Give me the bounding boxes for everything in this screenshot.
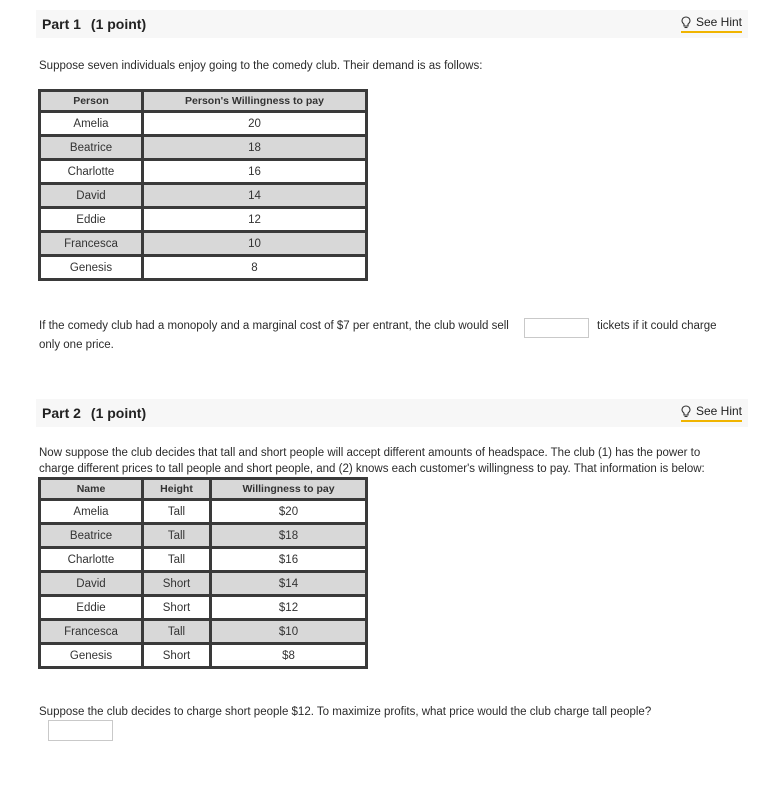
table-header: Person's Willingness to pay xyxy=(144,92,365,110)
table-cell: Eddie xyxy=(41,597,141,618)
table-header: Willingness to pay xyxy=(212,480,365,498)
part1-answer-input[interactable] xyxy=(524,318,589,338)
lightbulb-icon xyxy=(681,405,691,418)
table-cell: $10 xyxy=(212,621,365,642)
part2-question: Suppose the club decides to charge short people $12. To maximize profits, what price would the club charge tall people? xyxy=(39,706,652,718)
table-row xyxy=(41,621,365,642)
table-cell: 10 xyxy=(144,233,365,254)
table-cell: Tall xyxy=(144,549,209,570)
table-cell: Genesis xyxy=(41,257,141,278)
table-cell: 20 xyxy=(144,113,365,134)
part2-hint-label: See Hint xyxy=(695,404,742,418)
part2-title xyxy=(42,405,146,421)
part1-label: Part 1 xyxy=(42,16,81,32)
table-header: Name xyxy=(41,480,141,498)
table-cell: Eddie xyxy=(41,209,141,230)
table-cell: Francesca xyxy=(41,621,141,642)
part2-intro-line1: Now suppose the club decides that tall and short people will accept different amounts of headspace. The club (1) has the power to xyxy=(39,447,701,459)
table-cell: $14 xyxy=(212,573,365,594)
table-cell: $20 xyxy=(212,501,365,522)
part1-intro: Suppose seven individuals enjoy going to the comedy club. Their demand is as follows: xyxy=(39,60,483,72)
part1-header xyxy=(36,10,748,38)
table-row xyxy=(41,525,365,546)
part1-title xyxy=(42,16,146,32)
table-cell: David xyxy=(41,573,141,594)
part2-header xyxy=(36,399,748,427)
part1-question-after: tickets if it could charge xyxy=(597,320,717,332)
part2-intro-line2: charge different prices to tall people and short people, and (2) knows each customer's willingness to pay. That information is below: xyxy=(39,463,705,475)
table-cell: 14 xyxy=(144,185,365,206)
table-cell: Genesis xyxy=(41,645,141,666)
table-row xyxy=(41,549,365,570)
table-cell: Beatrice xyxy=(41,525,141,546)
table-cell: 12 xyxy=(144,209,365,230)
part2-label: Part 2 xyxy=(42,405,81,421)
table-cell: Beatrice xyxy=(41,137,141,158)
table-cell: $18 xyxy=(212,525,365,546)
table-cell: Short xyxy=(144,597,209,618)
table-cell: $8 xyxy=(212,645,365,666)
table-cell: Amelia xyxy=(41,501,141,522)
table-cell: Charlotte xyxy=(41,549,141,570)
table-row xyxy=(41,161,365,182)
table-row xyxy=(41,597,365,618)
table-cell: Tall xyxy=(144,621,209,642)
table-cell: $16 xyxy=(212,549,365,570)
table-row xyxy=(41,645,365,666)
table-row xyxy=(41,233,365,254)
table-row xyxy=(41,501,365,522)
table-row xyxy=(41,257,365,278)
table-row xyxy=(41,113,365,134)
table-cell: $12 xyxy=(212,597,365,618)
table-cell: 18 xyxy=(144,137,365,158)
table-row xyxy=(41,209,365,230)
table-cell: Tall xyxy=(144,525,209,546)
table-header: Height xyxy=(144,480,209,498)
part2-answer-input[interactable] xyxy=(48,720,113,741)
part2-see-hint-button[interactable] xyxy=(681,404,742,422)
part2-willingness-table xyxy=(38,477,368,669)
table-row xyxy=(41,573,365,594)
part1-question-before: If the comedy club had a monopoly and a marginal cost of $7 per entrant, the club would sell xyxy=(39,320,509,332)
table-cell: Short xyxy=(144,573,209,594)
lightbulb-icon xyxy=(681,16,691,29)
table-cell: Amelia xyxy=(41,113,141,134)
part1-demand-table xyxy=(38,89,368,281)
table-row xyxy=(41,185,365,206)
table-cell: Tall xyxy=(144,501,209,522)
table-row xyxy=(41,137,365,158)
part1-points: (1 point) xyxy=(90,16,147,32)
table-cell: David xyxy=(41,185,141,206)
part2-points: (1 point) xyxy=(90,405,147,421)
table-cell: Charlotte xyxy=(41,161,141,182)
part1-see-hint-button[interactable] xyxy=(681,15,742,33)
table-cell: 16 xyxy=(144,161,365,182)
part1-question-line2: only one price. xyxy=(39,339,114,351)
table-cell: 8 xyxy=(144,257,365,278)
part1-hint-label: See Hint xyxy=(695,15,742,29)
table-cell: Francesca xyxy=(41,233,141,254)
table-header: Person xyxy=(41,92,141,110)
table-cell: Short xyxy=(144,645,209,666)
